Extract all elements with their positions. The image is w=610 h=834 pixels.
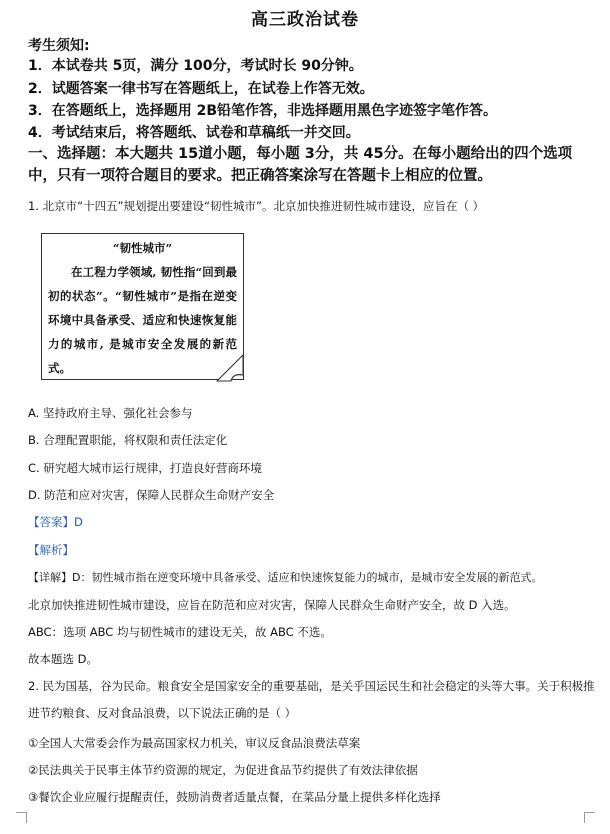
page-corner-mark-right xyxy=(584,812,595,823)
q1-answer: 【答案】D xyxy=(28,515,83,529)
note-box-text: 在工程力学领域, 韧性指“回到最初的状态”。“韧性城市”是指在逆变环境中具备承受、适应和快速恢复能力的城市, 是城市安全发展的新范式。 xyxy=(48,265,237,375)
page-corner-mark-left xyxy=(16,812,27,823)
page-curl-icon xyxy=(215,353,247,383)
q1-detail-line-4: 故本题选 D。 xyxy=(28,652,99,666)
q2-stem: 2. 民为国基，谷为民命。粮食安全是国家安全的重要基础，是关乎国运民生和社会稳定的头等大事。关于积极推进节约粮食、反对食品浪费，以下说法正确的是（ ） xyxy=(28,679,595,720)
q1-detail-line-3: ABC：选项 ABC 均与韧性城市的建设无关，故 ABC 不选。 xyxy=(28,625,332,639)
q1-option-b: B. 合理配置职能，将权限和责任法定化 xyxy=(28,433,228,447)
section-one-instructions: 一、选择题：本大题共 15道小题，每小题 3分，共 45分。在每小题给出的四个选项中，只有一项符合题目的要求。把正确答案涂写在答题卡上相应的位置。 xyxy=(28,146,573,184)
resilient-city-note-box xyxy=(41,233,244,380)
note-box-title: “韧性城市” xyxy=(112,241,173,255)
q2-item-1: ①全国人大常委会作为最高国家权力机关，审议反食品浪费法草案 xyxy=(28,736,361,750)
q1-detail-line-2: 北京加快推进韧性城市建设，应旨在防范和应对灾害，保障人民群众生命财产安全，故 D 入选。 xyxy=(28,598,516,612)
notice-heading: 考生须知: xyxy=(28,38,90,54)
q1-option-a: A. 坚持政府主导、强化社会参与 xyxy=(28,406,193,420)
q1-analysis-label: 【解析】 xyxy=(28,543,74,557)
q1-detail-line-1: 【详解】D：韧性城市指在逆变环境中具备承受、适应和快速恢复能力的城市，是城市安全发展的新范式。 xyxy=(28,571,543,584)
notice-item-1: 1．本试卷共 5页，满分 100分，考试时长 90分钟。 xyxy=(28,58,363,74)
q1-stem: 1. 北京市“十四五”规划提出要建设“韧性城市”。北京加快推进韧性城市建设，应旨在（ ） xyxy=(28,199,485,213)
q2-item-2: ②民法典关于民事主体节约资源的规定，为促进食品节约提供了有效法律依据 xyxy=(28,763,418,777)
notice-item-2: 2．试题答案一律书写在答题纸上，在试卷上作答无效。 xyxy=(28,81,374,97)
q2-item-3: ③餐饮企业应履行提醒责任，鼓励消费者适量点餐，在菜品分量上提供多样化选择 xyxy=(28,790,441,804)
page-title: 高三政治试卷 xyxy=(251,10,359,30)
notice-item-3: 3．在答题纸上，选择题用 2B铅笔作答，非选择题用黑色字迹签字笔作答。 xyxy=(28,103,498,119)
q1-option-d: D. 防范和应对灾害，保障人民群众生命财产安全 xyxy=(28,488,275,502)
notice-item-4: 4．考试结束后，将答题纸、试卷和草稿纸一并交回。 xyxy=(28,125,360,141)
q1-option-c: C. 研究超大城市运行规律，打造良好营商环境 xyxy=(28,461,262,475)
